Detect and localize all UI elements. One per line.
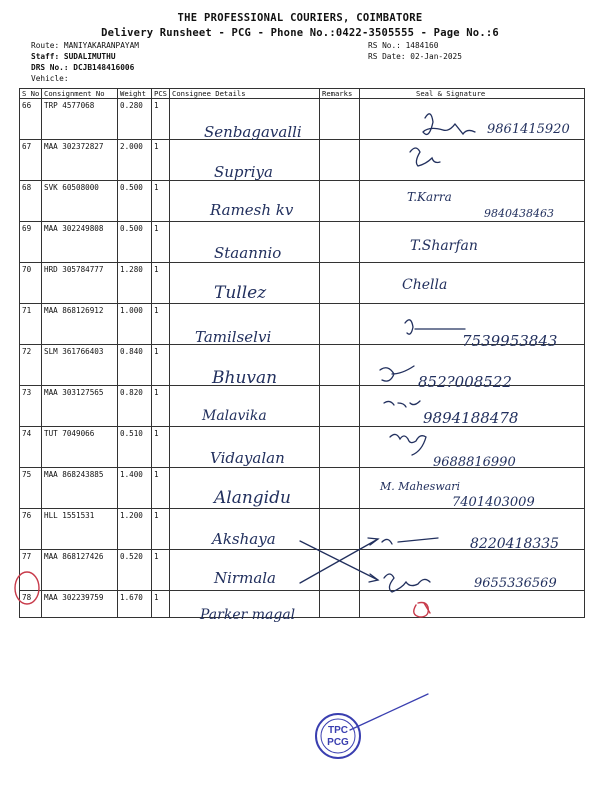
handwritten-mark: Chella (402, 277, 448, 293)
table-row (20, 263, 585, 304)
pcs-cell: 1 (152, 345, 170, 386)
remarks-cell (320, 99, 360, 140)
consignment-cell: TRP 4577068 (42, 99, 118, 140)
weight-cell: 2.000 (118, 140, 152, 181)
weight-cell: 0.500 (118, 222, 152, 263)
pcs-cell: 1 (152, 140, 170, 181)
handwritten-phone: 852?008522 (418, 373, 512, 391)
remarks-cell (320, 263, 360, 304)
handwritten-phone: 9861415920 (487, 122, 570, 137)
rs-date-line: RS Date: 02-Jan-2025 (368, 52, 462, 61)
staff-value: SUDALIMUTHU (63, 52, 116, 61)
col-signature: Seal & Signature (360, 89, 585, 99)
route-line: Route: MANIYAKARANPAYAM (31, 41, 139, 50)
handwritten-phone: 9894188478 (423, 409, 519, 427)
sno-cell: 70 (20, 263, 42, 304)
table-header-row (20, 89, 585, 99)
table-row (20, 222, 585, 263)
remarks-cell (320, 222, 360, 263)
weight-cell: 0.520 (118, 550, 152, 591)
consignment-cell: MAA 303127565 (42, 386, 118, 427)
handwritten-name: Tamilselvi (195, 328, 272, 346)
pcs-cell: 1 (152, 222, 170, 263)
sno-cell: 74 (20, 427, 42, 468)
handwritten-phone: 9840438463 (484, 207, 554, 220)
weight-cell: 0.500 (118, 181, 152, 222)
weight-cell: 1.280 (118, 263, 152, 304)
handwritten-name: Senbagavalli (204, 123, 302, 141)
handwritten-phone: 8220418335 (470, 536, 560, 552)
sno-cell: 75 (20, 468, 42, 509)
remarks-cell (320, 427, 360, 468)
pcs-cell: 1 (152, 181, 170, 222)
weight-cell: 1.670 (118, 591, 152, 618)
weight-cell: 0.510 (118, 427, 152, 468)
remarks-cell (320, 550, 360, 591)
remarks-cell (320, 304, 360, 345)
signature-cell (360, 263, 585, 304)
remarks-cell (320, 345, 360, 386)
consignment-cell: MAA 868243885 (42, 468, 118, 509)
pcs-cell: 1 (152, 99, 170, 140)
sno-cell: 78 (20, 591, 42, 618)
sno-cell: 71 (20, 304, 42, 345)
rs-no-line: RS No.: 1484160 (368, 41, 439, 50)
pcs-cell: 1 (152, 427, 170, 468)
handwritten-phone: 9688816990 (433, 455, 516, 470)
handwritten-mark: M. Maheswari (380, 480, 461, 493)
drs-value: DCJB148416006 (73, 63, 135, 72)
pcs-cell: 1 (152, 263, 170, 304)
col-weight: Weight (118, 89, 152, 99)
signature-cell (360, 591, 585, 618)
consignment-cell: HLL 1551531 (42, 509, 118, 550)
weight-cell: 0.820 (118, 386, 152, 427)
remarks-cell (320, 181, 360, 222)
pcs-cell: 1 (152, 550, 170, 591)
consignment-cell: HRD 305784777 (42, 263, 118, 304)
sno-cell: 69 (20, 222, 42, 263)
sno-cell: 68 (20, 181, 42, 222)
remarks-cell (320, 468, 360, 509)
consignment-cell: SLM 361766403 (42, 345, 118, 386)
remarks-cell (320, 140, 360, 181)
sno-cell: 76 (20, 509, 42, 550)
sno-cell: 72 (20, 345, 42, 386)
consignment-cell: MAA 868126912 (42, 304, 118, 345)
consignment-cell: MAA 302239759 (42, 591, 118, 618)
handwritten-name: Staannio (214, 244, 282, 262)
vehicle-line: Vehicle: (31, 74, 69, 83)
runsheet-meta-right (368, 40, 462, 62)
col-remarks: Remarks (320, 89, 360, 99)
drs-line: DRS No.: DCJB148416006 (31, 63, 135, 72)
tpc-pcg-stamp (313, 711, 363, 761)
handwritten-phone: 7401403009 (452, 495, 535, 510)
col-pcs: PCS (152, 89, 170, 99)
handwritten-mark: T.Karra (407, 190, 452, 204)
col-sno: S No (20, 89, 42, 99)
weight-cell: 0.280 (118, 99, 152, 140)
svg-text:PCG: PCG (327, 737, 349, 748)
consignment-cell: MAA 302249808 (42, 222, 118, 263)
rs-no-value: 1484160 (405, 41, 439, 50)
signature-cell (360, 140, 585, 181)
pcs-cell: 1 (152, 304, 170, 345)
handwritten-name: Ramesh kv (210, 201, 294, 219)
runsheet-meta-left (31, 40, 139, 84)
rs-date-value: 02-Jan-2025 (410, 52, 462, 61)
pcs-cell: 1 (152, 468, 170, 509)
svg-text:TPC: TPC (328, 725, 348, 736)
weight-cell: 1.000 (118, 304, 152, 345)
handwritten-name: Bhuvan (212, 368, 278, 388)
sno-cell: 77 (20, 550, 42, 591)
handwritten-phone: 9655336569 (474, 576, 557, 591)
weight-cell: 1.200 (118, 509, 152, 550)
handwritten-name: Alangidu (214, 488, 291, 508)
handwritten-name: Supriya (214, 163, 273, 181)
weight-cell: 1.400 (118, 468, 152, 509)
sno-cell: 67 (20, 140, 42, 181)
handwritten-mark: T.Sharfan (410, 238, 478, 254)
staff-line: Staff: SUDALIMUTHU (31, 52, 116, 61)
handwritten-name: Parker magal (200, 607, 296, 623)
company-title: THE PROFESSIONAL COURIERS, COIMBATORE (177, 12, 423, 24)
route-value: MANIYAKARANPAYAM (63, 41, 139, 50)
col-consignment: Consignment No (42, 89, 118, 99)
consignment-cell: SVK 60508000 (42, 181, 118, 222)
remarks-cell (320, 591, 360, 618)
handwritten-phone: 7539953843 (462, 332, 558, 350)
consignment-cell: MAA 868127426 (42, 550, 118, 591)
sno-cell: 66 (20, 99, 42, 140)
handwritten-name: Vidayalan (210, 449, 285, 467)
pcs-cell: 1 (152, 591, 170, 618)
pcs-cell: 1 (152, 509, 170, 550)
handwritten-name: Akshaya (212, 530, 276, 548)
sno-cell: 73 (20, 386, 42, 427)
pcs-cell: 1 (152, 386, 170, 427)
runsheet-title: Delivery Runsheet - PCG - Phone No.:0422-3505555 - Page No.:6 (101, 27, 499, 39)
remarks-cell (320, 386, 360, 427)
remarks-cell (320, 509, 360, 550)
consignment-cell: TUT 7049066 (42, 427, 118, 468)
handwritten-name: Nirmala (214, 569, 276, 587)
table-row (20, 140, 585, 181)
handwritten-name: Malavika (202, 408, 267, 424)
weight-cell: 0.840 (118, 345, 152, 386)
red-circle-mark (13, 570, 41, 606)
consignment-cell: MAA 302372827 (42, 140, 118, 181)
col-consignee: Consignee Details (170, 89, 320, 99)
handwritten-name: Tullez (214, 283, 267, 303)
table-row (20, 591, 585, 618)
